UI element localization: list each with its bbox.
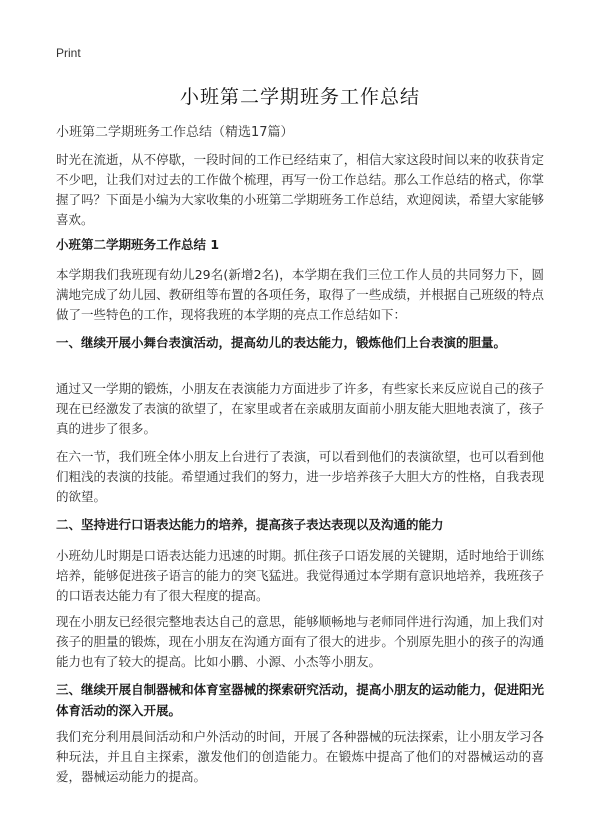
- paragraph-1a: 通过又一学期的锻炼，小朋友在表演能力方面进步了许多，有些家长来反应说自己的孩子现在已经激发了表演的欲望了，在家里或者在亲戚朋友面前小朋友能大胆地表演了，孩子真的进步了很多。: [56, 381, 544, 436]
- section-intro-paragraph: 本学期我们我班现有幼儿29名(新增2名)，本学期在我们三位工作人员的共同努力下，圆满地完成了幼儿园、教研组等布置的各项任务，取得了一些成绩，并根据自己班级的特点做了一些特色的工作，现将我班的本学期的亮点工作总结如下：: [56, 267, 544, 322]
- document-subtitle: 小班第二学期班务工作总结（精选17篇）: [56, 125, 294, 140]
- document-title: 小班第二学期班务工作总结: [179, 86, 420, 108]
- paragraph-2a: 小班幼儿时期是口语表达能力迅速的时期。抓住孩子口语发展的关键期，适时地给于训练培养，能够促进孩子语言的能力的突飞猛进。我觉得通过本学期有意识地培养，我班孩子的口语表达能力有了很大程度的提高。: [56, 548, 544, 603]
- paragraph-3a: 我们充分利用晨间活动和户外活动的时间，开展了各种器械的玩法探索，让小朋友学习各种玩法，并且自主探索，激发他们的创造能力。在锻炼中提高了他们的对器械运动的喜爱，器械运动能力的提高。: [56, 729, 544, 784]
- paragraph-2b: 现在小朋友已经很完整地表达自己的意思，能够顺畅地与老师同伴进行沟通，加上我们对孩子的胆量的锻炼，现在小朋友在沟通方面有了很大的进步。个别原先胆小的孩子的沟通能力也有了较大的提高。比如小鹏、小源、小杰等小朋友。: [56, 614, 544, 669]
- print-link[interactable]: Print: [56, 46, 81, 60]
- intro-paragraph: 时光在流逝，从不停歇，一段时间的工作已经结束了，相信大家这段时间以来的收获肯定不少吧，让我们对过去的工作做个梳理，再写一份工作总结。那么工作总结的格式，你掌握了吗？下面是小编为大家收集的小班第二学期班务工作总结，欢迎阅读，希望大家能够喜欢。: [56, 152, 544, 227]
- paragraph-1b: 在六一节，我们班全体小朋友上台进行了表演，可以看到他们的表演欲望，也可以看到他们粗浅的表演的技能。希望通过我们的努力，进一步培养孩子大胆大方的性格，自我表现的欲望。: [56, 449, 544, 504]
- heading-1: 一、继续开展小舞台表演活动，提高幼儿的表达能力，锻炼他们上台表演的胆量。: [56, 335, 507, 350]
- heading-3: 三、继续开展自制器械和体育室器械的探索研究活动，提高小朋友的运动能力，促进阳光体育活动的深入开展。: [56, 682, 544, 718]
- section-title: 小班第二学期班务工作总结 1: [56, 237, 220, 252]
- heading-2: 二、坚持进行口语表达能力的培养，提高孩子表达表现以及沟通的能力: [56, 517, 444, 532]
